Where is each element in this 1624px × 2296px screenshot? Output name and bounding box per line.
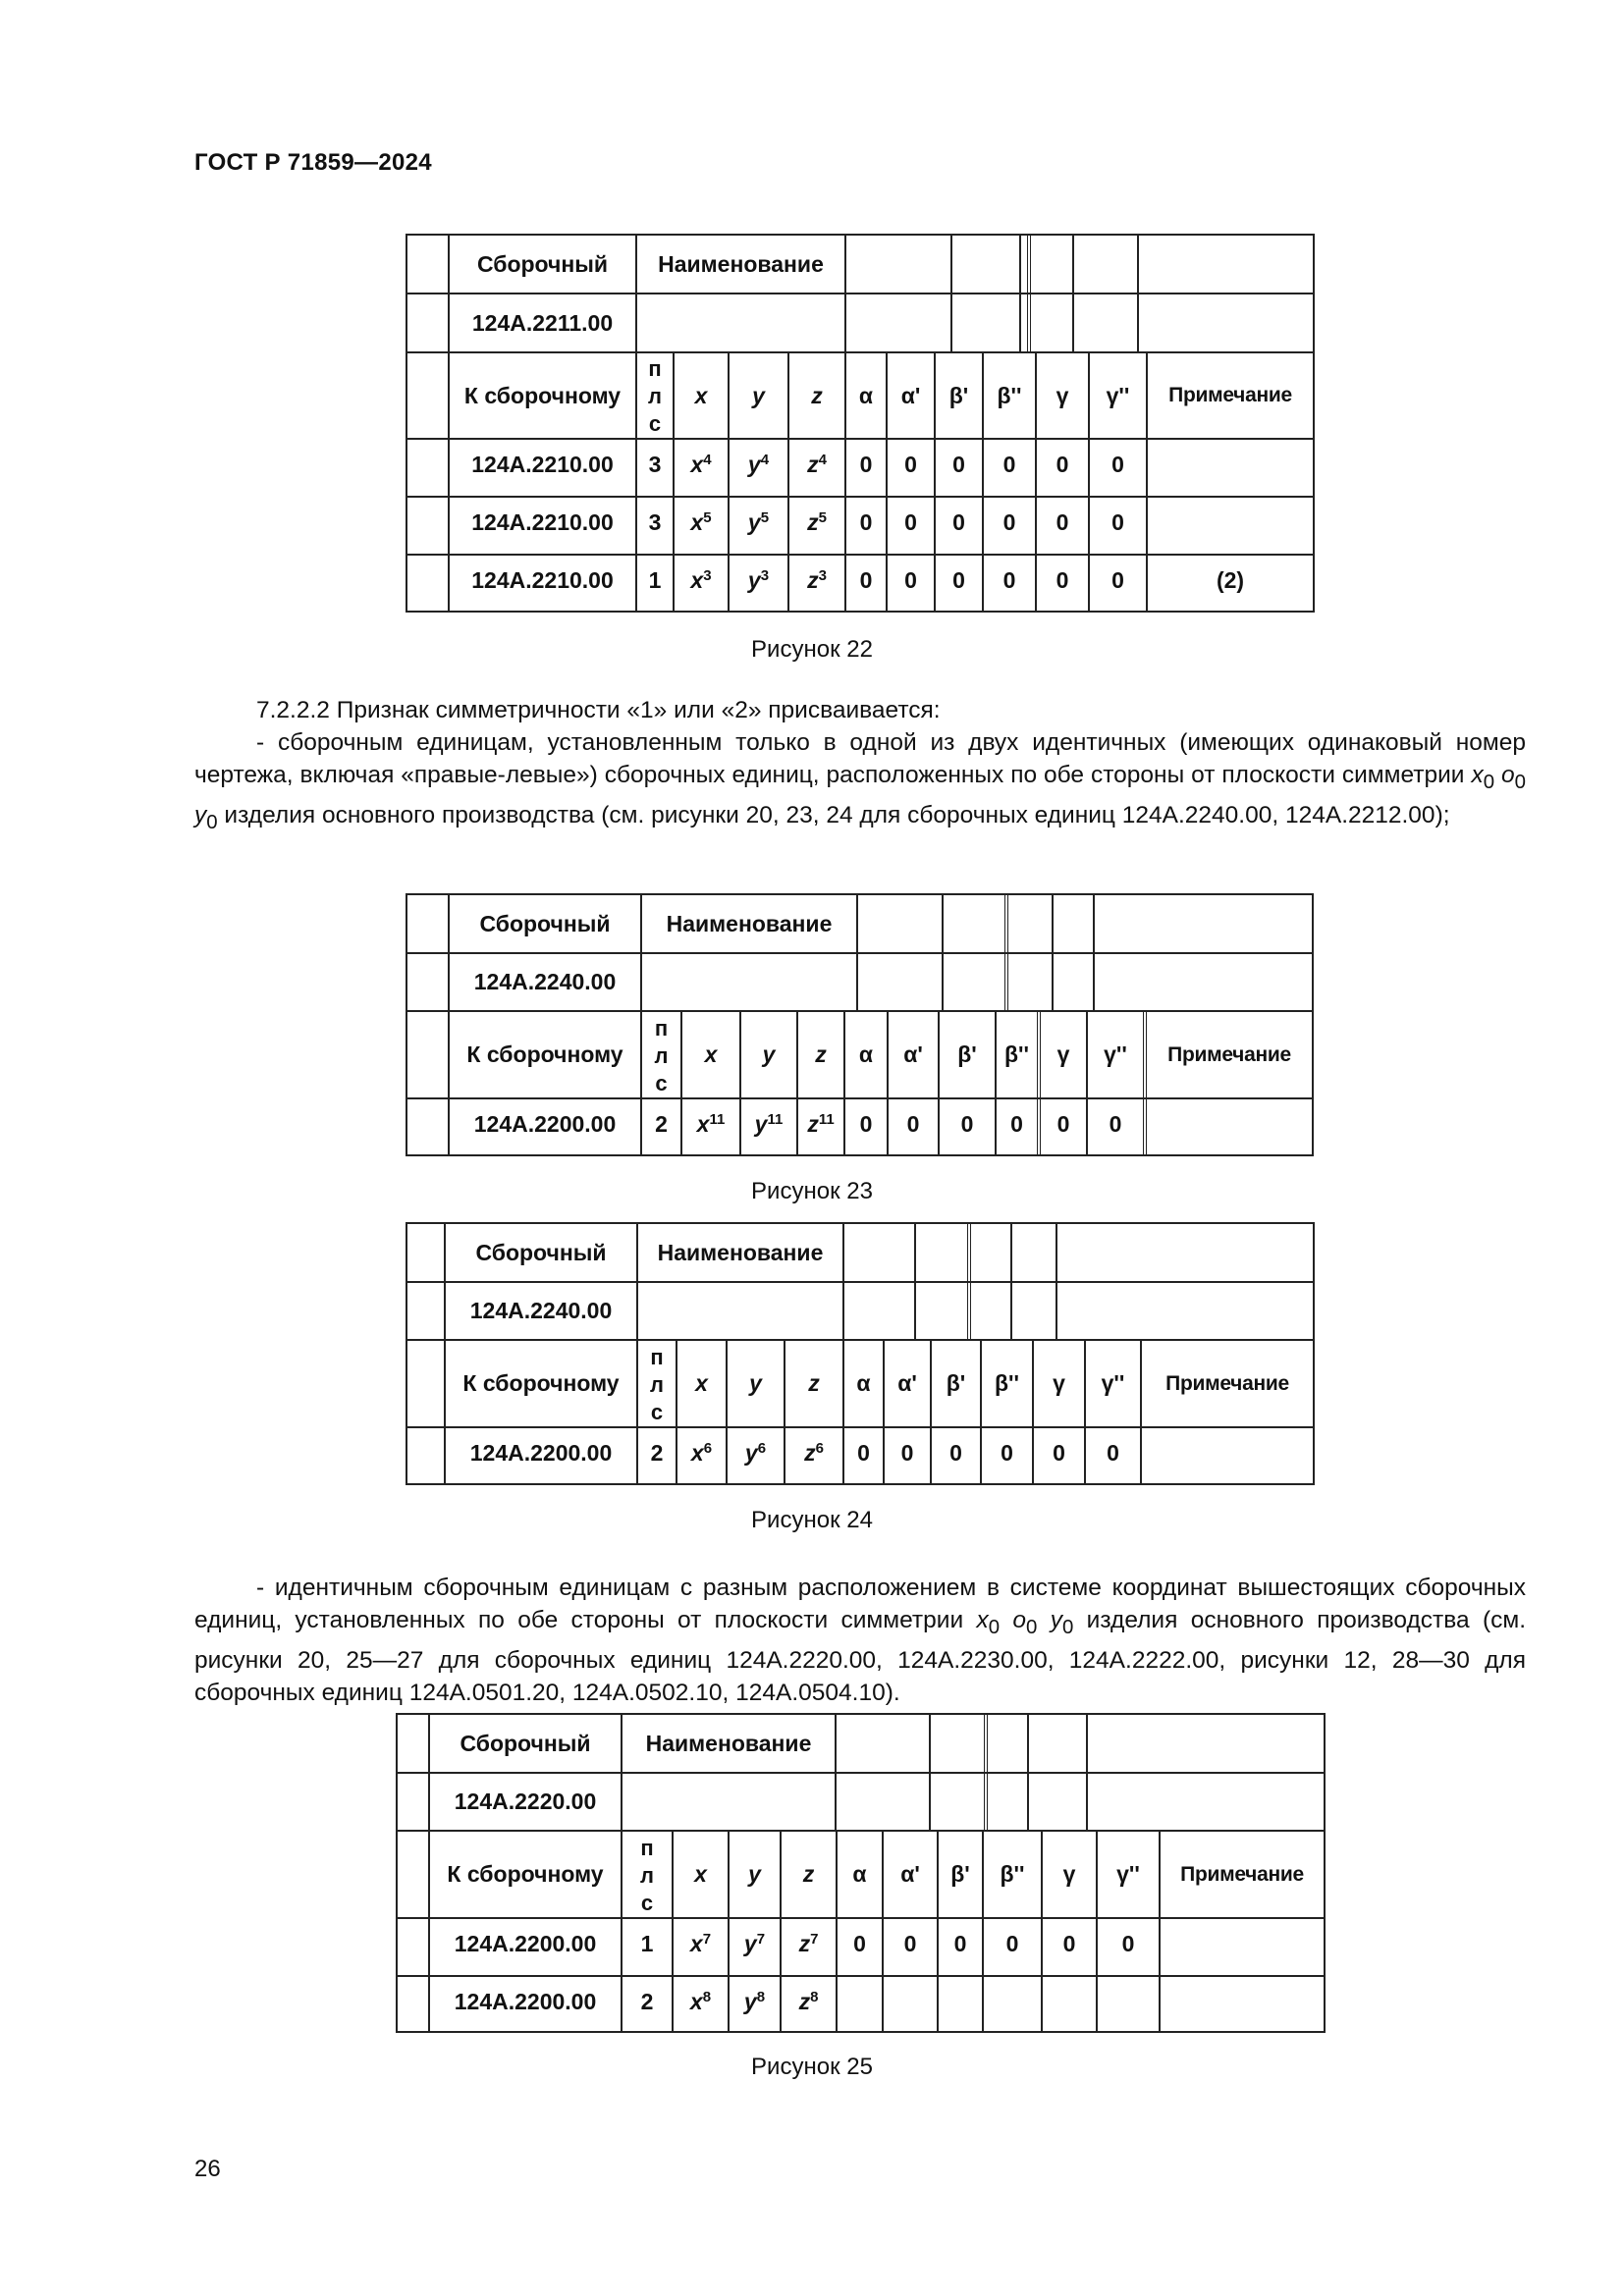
gamma-header: γ xyxy=(1037,353,1090,438)
to-assembly-label: К сборочному xyxy=(450,353,637,438)
assembly-code: 124А.2211.00 xyxy=(450,294,637,351)
table-row: 124А.2210.00 1 x $^3$ y $^3$ z $^3$ 0 0 0 0 0 0 (2) xyxy=(407,556,1313,611)
figure-23-table: Сборочный Наименование 124А.2240.00 К сборочному п л с x y z α α' β' β'' γ γ'' Примечание 124А.2200.00 2 x $^{11}$ y $^{11}$ z $^{11}$ 0 0 0 0 0 0 xyxy=(406,893,1314,1156)
plc-header: п л с xyxy=(637,353,675,438)
z-header: z xyxy=(789,353,846,438)
figure-23-caption: Рисунок 23 xyxy=(751,1178,873,1204)
alpha-prime-header: α' xyxy=(888,353,936,438)
figure-22-caption: Рисунок 22 xyxy=(751,636,873,663)
column-header-row xyxy=(407,353,1313,440)
assembly-label: Сборочный xyxy=(450,236,637,293)
y-header: y xyxy=(730,353,789,438)
assembly-code: 124А.2220.00 xyxy=(430,1774,623,1830)
table-row: 124А.2200.00 2 x $^{11}$ y $^{11}$ z $^{11}$ 0 0 0 0 0 0 xyxy=(407,1099,1312,1154)
paragraph-7-2-2-2 xyxy=(194,694,1526,839)
note-cell: (2) xyxy=(1216,567,1245,593)
figure-25-table: Сборочный Наименование 124А.2220.00 К сборочному п л с x y z α α' β' β'' γ γ'' Примечание 124А.2200.00 1 x $^7$ y $^7$ z $^7$ 0 0 0 0 0 0 124А.2200.00 2 x $^8$ y $^8$ z $^8$ xyxy=(396,1713,1326,2033)
page-number: 26 xyxy=(194,2156,221,2182)
x-header: x xyxy=(675,353,730,438)
document-header: ГОСТ Р 71859—2024 xyxy=(194,149,432,176)
alpha-header: α xyxy=(846,353,888,438)
clause-heading: 7.2.2.2 Признак симметричности «1» или «2» присваивается: xyxy=(256,697,941,723)
table-row: 124А.2210.00 3 x $^5$ y $^5$ z $^5$ 0 0 0 0 0 0 xyxy=(407,498,1313,556)
beta-prime-header: β' xyxy=(936,353,984,438)
note-header: Примечание xyxy=(1168,384,1292,406)
gamma-dprime-header: γ'' xyxy=(1090,353,1148,438)
figure-25-caption: Рисунок 25 xyxy=(751,2054,873,2080)
figure-24-caption: Рисунок 24 xyxy=(751,1507,873,1533)
beta-dprime-header: β'' xyxy=(984,353,1037,438)
figure-22-table xyxy=(406,234,1315,613)
table-row: 124А.2200.00 1 x $^7$ y $^7$ z $^7$ 0 0 0 0 0 0 xyxy=(398,1919,1324,1977)
clause-item-1: - сборочным единицам, установленным только в одной из двух идентичных (имеющих одинаковый номер чертежа, включая «правые-левые») сборочных единиц, расположенных по обе стороны от плоскости симметрии $x_0$ $o_0$ $y_0$ изделия основного производства (см. рисунки 20, 23, 24 для сборочных единиц 124А.2240.00, 124А.2212.00); xyxy=(194,729,1526,833)
assembly-code: 124А.2240.00 xyxy=(446,1283,638,1339)
figure-24-table: Сборочный Наименование 124А.2240.00 К сборочному п л с x y z α α' β' β'' γ γ'' Примечание 124А.2200.00 2 x $^6$ y $^6$ z $^6$ 0 0 0 0 0 0 xyxy=(406,1222,1315,1485)
clause-item-2: - идентичным сборочным единицам с разным расположением в системе координат вышестоящих сборочных единиц, установленных по обе стороны от плоскости симметрии $x_0$ $o_0$ $y_0$ изделия основного производства (см. рисунки 20, 25—27 для сборочных единиц 124А.2220.00, 124А.2230.00, 124А.2222.00, рисунки 12, 28—30 для сборочных единиц 124А.0501.20, 124А.0502.10, 124А.0504.10). xyxy=(194,1575,1527,1706)
table-row: 124А.2210.00 3 x $^4$ y $^4$ z $^4$ 0 0 0 0 0 0 xyxy=(407,440,1313,498)
name-label: Наименование xyxy=(637,236,846,293)
assembly-code: 124А.2240.00 xyxy=(450,954,642,1010)
table-row: 124А.2200.00 2 x $^8$ y $^8$ z $^8$ xyxy=(398,1977,1324,2031)
table-row: 124А.2200.00 2 x $^6$ y $^6$ z $^6$ 0 0 0 0 0 0 xyxy=(407,1428,1313,1483)
assembly-header-row xyxy=(407,236,1313,294)
assembly-code-row xyxy=(407,294,1313,353)
